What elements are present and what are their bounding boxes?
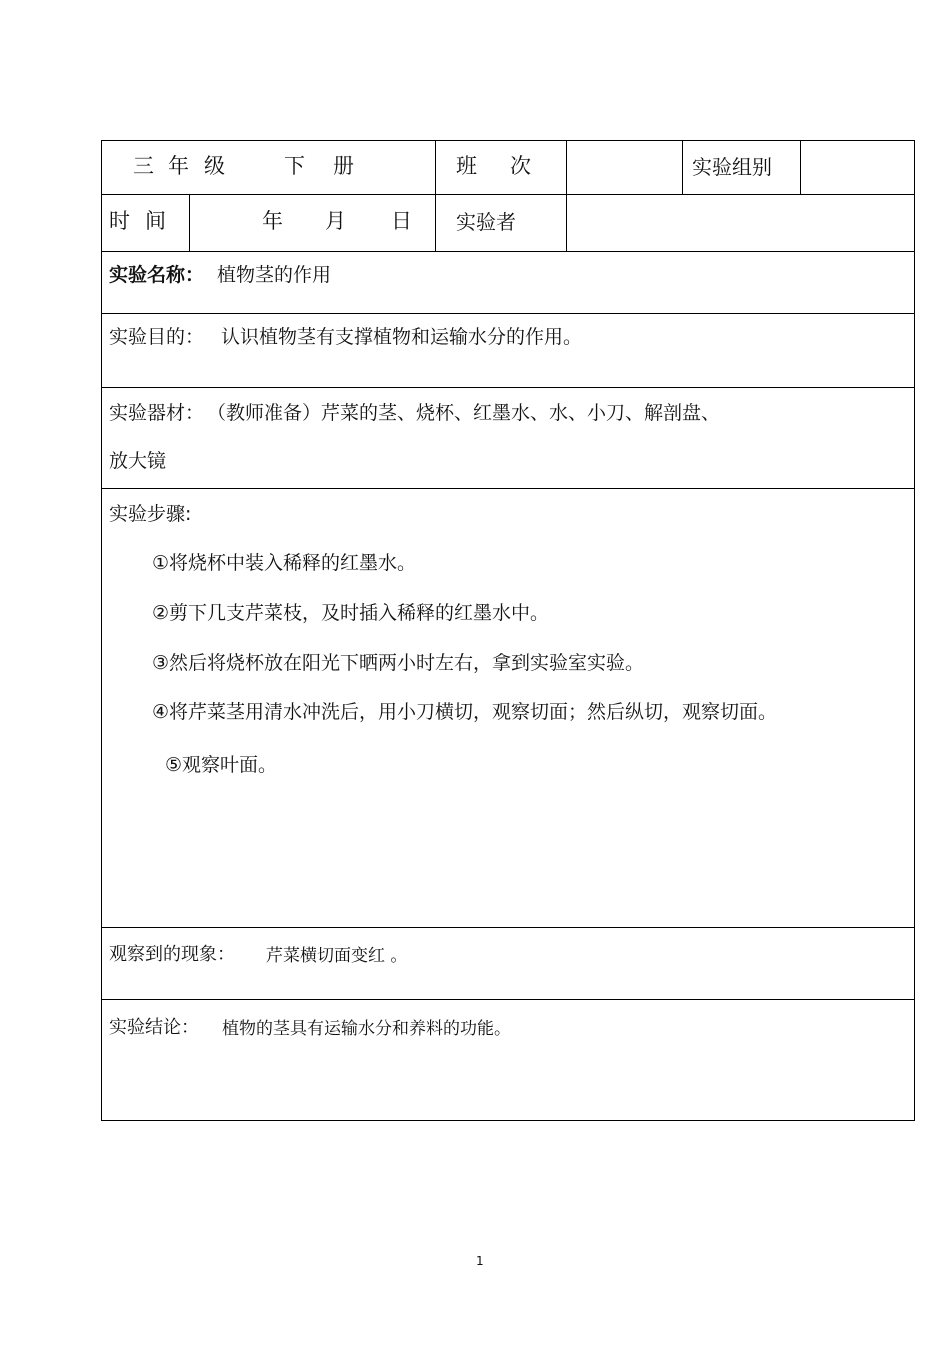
step-item: ⑤观察叶面。 <box>165 754 278 776</box>
table-col-divider <box>800 140 801 194</box>
class-label-char: 次 <box>510 154 531 178</box>
table-col-divider <box>435 140 436 251</box>
table-rule <box>101 313 915 314</box>
date-day-label: 日 <box>391 209 412 233</box>
step-item: ②剪下几支芹菜枝，及时插入稀释的红墨水中。 <box>152 602 550 624</box>
table-rule <box>101 999 915 1000</box>
grade-char: 三 <box>133 154 154 178</box>
conclusion-value: 植物的茎具有运输水分和养料的功能。 <box>222 1019 511 1039</box>
table-col-divider <box>566 140 567 251</box>
table-border-bottom <box>101 1120 915 1121</box>
step-item: ④将芹菜茎用清水冲洗后，用小刀横切，观察切面；然后纵切，观察切面。 <box>152 701 778 723</box>
purpose-label: 实验目的： <box>109 326 205 348</box>
observation-value: 芹菜横切面变红 。 <box>266 946 408 966</box>
page-number: 1 <box>476 1254 484 1268</box>
table-col-divider <box>682 140 683 194</box>
table-rule <box>101 488 915 489</box>
table-border-top <box>101 140 915 141</box>
table-rule <box>101 927 915 928</box>
materials-line: 放大镜 <box>109 450 167 472</box>
grade-char: 年 <box>168 154 189 178</box>
table-rule <box>101 194 915 195</box>
materials-line: （教师准备）芹菜的茎、烧杯、红墨水、水、小刀、解剖盘、 <box>207 402 721 424</box>
volume-char: 册 <box>333 154 354 178</box>
group-label: 实验组别 <box>692 155 772 179</box>
steps-label: 实验步骤: <box>109 503 192 525</box>
date-month-label: 月 <box>325 209 346 233</box>
experiment-name-value: 植物茎的作用 <box>217 264 332 286</box>
table-rule <box>101 387 915 388</box>
lab-record-table <box>101 140 915 1121</box>
time-label-char: 间 <box>145 209 166 233</box>
volume-char: 下 <box>284 154 305 178</box>
table-rule <box>101 251 915 252</box>
experiment-name-label: 实验名称： <box>109 264 205 286</box>
materials-label: 实验器材： <box>109 402 205 424</box>
date-year-label: 年 <box>262 209 283 233</box>
table-border-right <box>914 140 915 1121</box>
conclusion-label: 实验结论： <box>109 1017 199 1038</box>
class-label-char: 班 <box>456 154 477 178</box>
purpose-value: 认识植物茎有支撑植物和运输水分的作用。 <box>221 326 583 348</box>
step-item: ③然后将烧杯放在阳光下晒两小时左右，拿到实验室实验。 <box>152 652 645 674</box>
table-border-left <box>101 140 102 1121</box>
observation-label: 观察到的现象： <box>109 944 235 965</box>
time-label-char: 时 <box>109 209 130 233</box>
experimenter-label: 实验者 <box>456 210 516 234</box>
step-item: ①将烧杯中装入稀释的红墨水。 <box>152 552 417 574</box>
grade-char: 级 <box>204 154 225 178</box>
table-col-divider <box>189 194 190 251</box>
